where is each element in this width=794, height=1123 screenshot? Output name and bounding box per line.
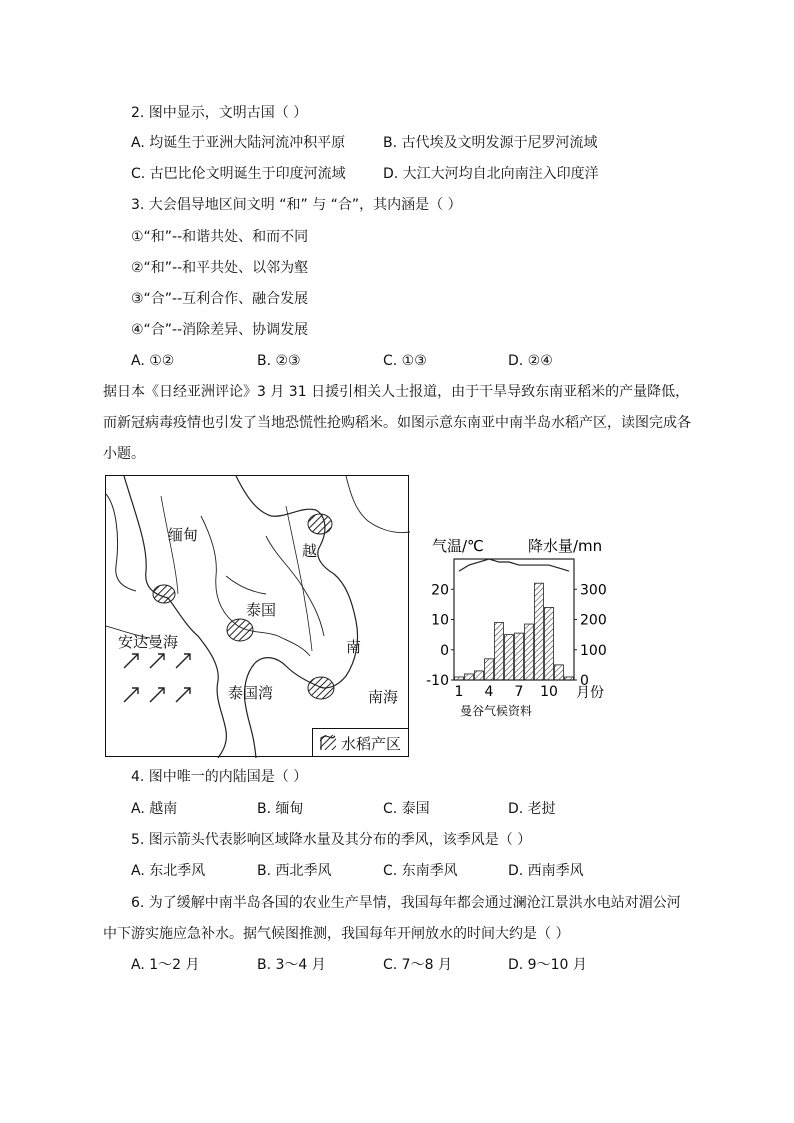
right-tick-label: 0 [580, 673, 589, 689]
precip-bar-3 [475, 671, 484, 680]
label-andaman-sea: 安达曼海 [118, 633, 179, 651]
left-tick-label: 20 [431, 582, 449, 599]
right-tick-label: 100 [580, 642, 607, 659]
q2-option-d[interactable]: D. 大江大河均自北向南注入印度洋 [383, 166, 599, 182]
q2-option-b[interactable]: B. 古代埃及文明发源于尼罗河流域 [383, 135, 598, 151]
label-vietnam-south: 南 [346, 638, 362, 656]
x-axis-label: 月份 [576, 685, 604, 701]
q6-option-b[interactable]: B. 3～4 月 [257, 957, 326, 973]
left-tick-label: 0 [440, 642, 449, 659]
precip-bar-5 [495, 623, 504, 680]
material-intro: 据日本《日经亚洲评论》3 月 31 日援引相关人士报道，由于干旱导致东南亚稻米的产量降低，而新冠病毒疫情也引发了当地恐慌性抢购稻米。如图示意东南亚中南半岛水稻产区，读图完成各小题。 [103, 384, 691, 462]
q3-item-2: ②“和”--和平共处、以邻为壑 [131, 260, 309, 276]
q6-option-a[interactable]: A. 1～2 月 [131, 957, 200, 973]
plot-frame [454, 559, 574, 680]
hatch-legend-icon [319, 734, 339, 752]
q5-option-a[interactable]: A. 东北季风 [131, 863, 206, 879]
label-myanmar: 缅甸 [168, 526, 199, 544]
q3-option-b[interactable]: B. ②③ [257, 353, 301, 369]
chart-title: 曼谷气候资料 [460, 704, 533, 718]
q5-option-c[interactable]: C. 东南季风 [383, 863, 458, 879]
right-tick-label: 200 [580, 612, 607, 629]
precip-bar-2 [465, 674, 474, 680]
precip-bar-6 [505, 635, 514, 680]
q5-stem: 5. 图示箭头代表影响区域降水量及其分布的季风，该季风是（ ） [131, 832, 532, 848]
precip-bar-10 [545, 607, 554, 680]
bangkok-climate-chart [424, 537, 624, 727]
q5-option-d[interactable]: D. 西南季风 [508, 863, 584, 879]
q3-item-4: ④“合”--消除差异、协调发展 [131, 322, 309, 338]
label-thailand: 泰国 [246, 601, 277, 619]
q6-option-c[interactable]: C. 7～8 月 [383, 957, 452, 973]
map-legend [312, 728, 408, 756]
q4-option-b[interactable]: B. 缅甸 [257, 801, 304, 817]
q3-item-3: ③“合”--互利合作、融合发展 [131, 291, 309, 307]
q2-option-c[interactable]: C. 古巴比伦文明诞生于印度河流域 [131, 166, 346, 182]
left-axis-label: 气温/℃ [432, 537, 484, 555]
q4-option-d[interactable]: D. 老挝 [508, 801, 556, 817]
x-tick-label: 1 [454, 684, 464, 700]
left-tick-label: -10 [426, 673, 449, 689]
label-south-china-sea: 南海 [368, 688, 399, 706]
precip-bar-11 [555, 665, 564, 680]
x-tick-label: 7 [514, 684, 524, 700]
q4-option-c[interactable]: C. 泰国 [383, 801, 430, 817]
right-tick-label: 300 [580, 582, 607, 599]
q3-stem: 3. 大会倡导地区间文明 “和” 与 “合”，其内涵是（ ） [131, 197, 462, 213]
label-vietnam-north: 越 [302, 542, 318, 560]
precip-bar-8 [525, 624, 534, 680]
precip-bar-7 [515, 633, 524, 680]
left-tick-label: 10 [431, 612, 449, 629]
q4-stem: 4. 图中唯一的内陆国是（ ） [131, 769, 308, 785]
q6-stem-line2: 中下游实施应急补水。据气候图推测，我国每年开闸放水的时间大约是（ ） [103, 926, 570, 942]
legend-label: 水稻产区 [341, 735, 402, 753]
q6-option-d[interactable]: D. 9～10 月 [508, 957, 587, 973]
temperature-line [459, 559, 569, 571]
x-tick-label: 4 [484, 684, 494, 700]
q4-option-a[interactable]: A. 越南 [131, 801, 178, 817]
x-tick-label: 10 [540, 684, 558, 700]
q3-option-c[interactable]: C. ①③ [383, 353, 427, 369]
label-gulf-of-thailand: 泰国湾 [228, 684, 274, 702]
q3-option-d[interactable]: D. ②④ [508, 353, 553, 369]
precip-bar-12 [565, 677, 574, 680]
q2-option-a[interactable]: A. 均诞生于亚洲大陆河流冲积平原 [131, 135, 346, 151]
precip-bar-9 [535, 583, 544, 680]
rice-region-map [105, 475, 409, 757]
q6-stem-line1: 6. 为了缓解中南半岛各国的农业生产旱情，我国每年都会通过澜沧江景洪水电站对湄公河 [131, 895, 681, 911]
q5-option-b[interactable]: B. 西北季风 [257, 863, 332, 879]
climate-chart-svg [424, 537, 624, 727]
precip-bar-4 [485, 659, 494, 680]
q3-item-1: ①“和”--和谐共处、和而不同 [131, 229, 309, 245]
right-axis-label: 降水量/mn [528, 537, 603, 555]
q3-option-a[interactable]: A. ①② [131, 353, 175, 369]
precip-bar-1 [455, 677, 464, 680]
q2-stem: 2. 图中显示，文明古国（ ） [131, 105, 308, 121]
